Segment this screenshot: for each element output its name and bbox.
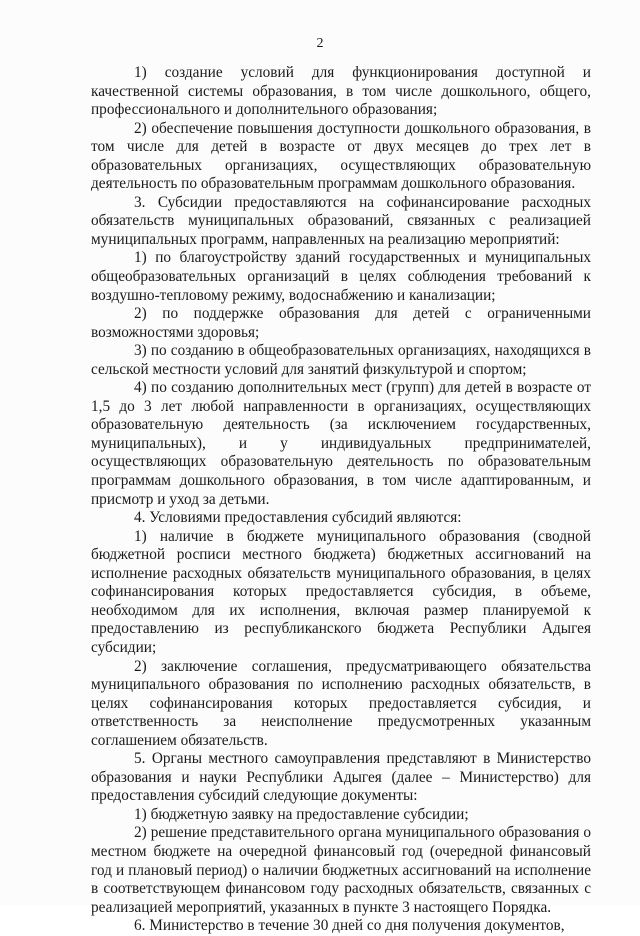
paragraph-1-1: 1) создание условий для функционирования доступной и качественной системы образования, в том числе дошкольного, общего, профессионального и дополнительного образования; [91, 64, 591, 119]
paragraph-5-1: 1) бюджетную заявку на предоставление субсидии; [134, 805, 469, 823]
section-5-heading: 5. Органы местного самоуправления представляют в Министерство образования и науки Республики Адыгея (далее – Министерство) для предоставления субсидий следующие документы: [91, 750, 591, 805]
paragraph-5-2: 2) решение представительного органа муниципального образования о местном бюджете на очередной финансовый год (очередной финансовый год и плановый период) о наличии бюджетных ассигнований на исполнение в соответствующем финансовом году расходных обязательств, связанных с реализацией мероприятий, указанных в пункте 3 настоящего Порядка. [91, 824, 591, 916]
paragraph-4-1: 1) наличие в бюджете муниципального образования (сводной бюджетной росписи местного бюджета) бюджетных ассигнований на исполнение расходных обязательств муниципального образования, в целях софинансирования которых предоставляется субсидия, в объеме, необходимом для их исполнения, включая размер планируемой к предоставлению из республиканского бюджета Республики Адыгея субсидии; [91, 527, 591, 656]
paragraph-4-2: 2) заключение соглашения, предусматривающего обязательства муниципального образования по исполнению расходных обязательств, в целях софинансирования которых предоставляется субсидия, и ответственность за неисполнение предусмотренных указанным соглашением обязательств. [91, 657, 591, 749]
section-6-heading: 6. Министерство в течение 30 дней со дня получения документов, [134, 917, 565, 935]
section-4-heading: 4. Условиями предоставления субсидий являются: [134, 509, 462, 527]
page-number: 2 [316, 36, 324, 51]
paragraph-3-2: 2) по поддержке образования для детей с ограниченными возможностями здоровья; [91, 305, 591, 341]
paragraph-3-1: 1) по благоустройству зданий государственных и муниципальных общеобразовательных организаций в целях соблюдения требований к воздушно-тепловому режиму, водоснабжению и канализации; [91, 249, 591, 304]
paragraph-3-3: 3) по созданию в общеобразовательных организациях, находящихся в сельской местности условий для занятий физкультурой и спортом; [91, 342, 591, 378]
paragraph-3-4: 4) по созданию дополнительных мест (групп) для детей в возрасте от 1,5 до 3 лет любой направленности в организациях, осуществляющих образовательную деятельность (за исключением государственных, муниципальных), и у индивидуальных предпринимателей, осуществляющих образовательную деятельность по образовательным программам дошкольного образования, в том числе адаптированным, и присмотр и уход за детьми. [91, 379, 591, 508]
document-body [91, 64, 591, 936]
paragraph-1-2: 2) обеспечение повышения доступности дошкольного образования, в том числе для детей в возрасте от двух месяцев до трех лет в образовательных организациях, осуществляющих образовательную деятельность по образовательным программам дошкольного образования. [91, 119, 591, 193]
section-3-heading: 3. Субсидии предоставляются на софинансирование расходных обязательств муниципальных образований, связанных с реализацией муниципальных программ, направленных на реализацию мероприятий: [91, 193, 591, 248]
